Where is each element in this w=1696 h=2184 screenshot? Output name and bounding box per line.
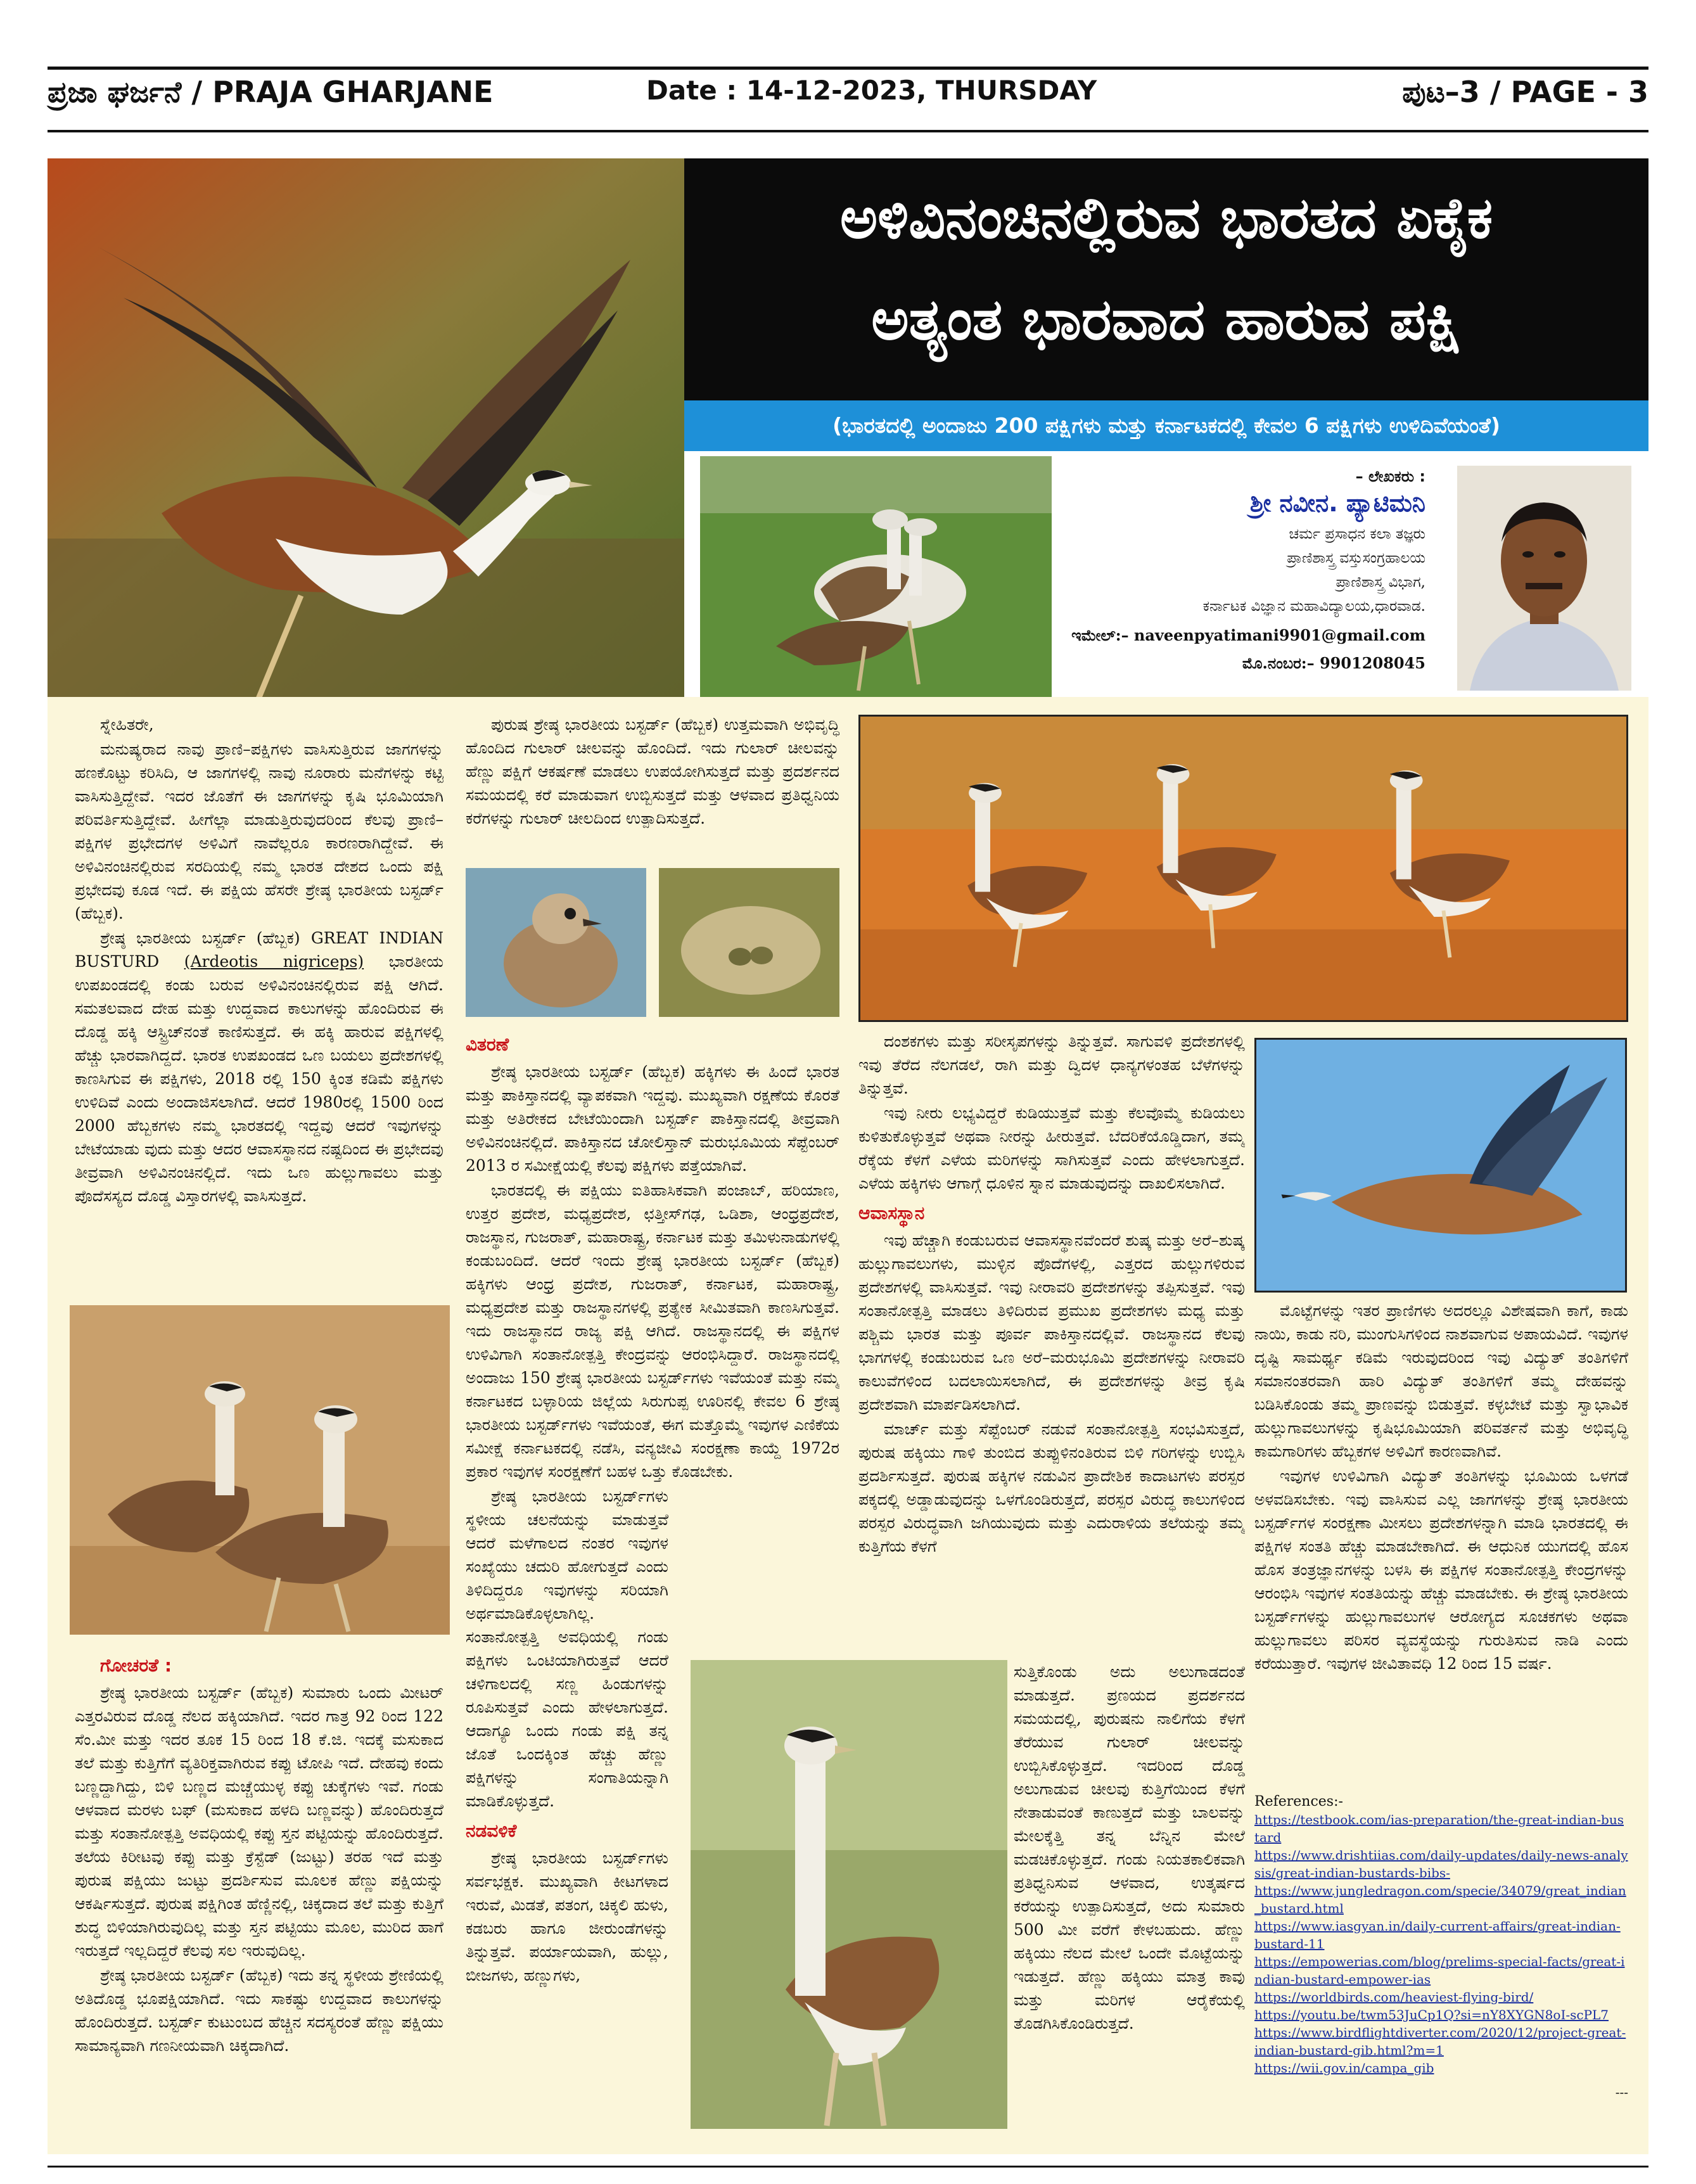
column-4 (1254, 1299, 1628, 1787)
col4-threats: ಮೊಟ್ಟೆಗಳನ್ನು ಇತರ ಪ್ರಾಣಿಗಳು ಅದರಲ್ಲೂ ವಿಶೇಷವಾಗಿ ಕಾಗೆ, ಕಾಡು ನಾಯಿ, ಕಾಡು ನರಿ, ಮುಂಗುಸಿಗಳಿಂದ ನಾಶವಾಗುವ ಅಪಾಯವಿದೆ. ಇವುಗಳ ದೃಷ್ಟಿ ಸಾಮರ್ಥ್ಯ ಕಡಿಮೆ ಇರುವುದರಿಂದ ಇವು ವಿದ್ಯುತ್ ತಂತಿಗಳಿಗೆ ಸಮಾನಂತರವಾಗಿ ಹಾರಿ ವಿದ್ಯುತ್ ತಂತಿಗಳಿಗೆ ತಮ್ಮ ದೇಹವನ್ನು ಬಡಿಸಿಕೊಂಡು ತಮ್ಮ ಪ್ರಾಣವನ್ನು ಬಿಡುತ್ತವೆ. ಕಳ್ಳಬೇಟೆ ಮತ್ತು ಸ್ವಾಭಾವಿಕ ಹುಲ್ಲುಗಾವಲುಗಳನ್ನು ಕೃಷಿಭೂಮಿಯಾಗಿ ಪರಿವರ್ತನೆ ಮತ್ತು ಅಭಿವೃದ್ಧಿ ಕಾಮಗಾರಿಗಳು ಹೆಬ್ಬಕಗಳ ಅಳಿವಿಗೆ ಕಾರಣವಾಗಿವೆ. (1254, 1301, 1628, 1460)
col3-courtship: ಸುತ್ತಿಕೊಂಡು ಅದು ಅಲುಗಾಡದಂತೆ ಮಾಡುತ್ತದೆ. ಪ್ರಣಯದ ಪ್ರದರ್ಶನದ ಸಮಯದಲ್ಲಿ, ಪುರುಷನು ನಾಲಿಗೆಯ ಕೆಳಗೆ ತೆರೆಯುವ ಗುಲಾರ್ ಚೀಲವನ್ನು ಉಬ್ಬಿಸಿಕೊಳ್ಳುತ್ತದೆ. ಇದರಿಂದ ದೊಡ್ಡ ಅಲುಗಾಡುವ ಚೀಲವು ಕುತ್ತಿಗೆಯಿಂದ ಕೆಳಗೆ ನೇತಾಡುವಂತೆ ಕಾಣುತ್ತದೆ ಮತ್ತು ಬಾಲವನ್ನು ಮೇಲಕ್ಕೆತ್ತಿ ತನ್ನ ಬೆನ್ನಿನ ಮೇಲೆ ಮಡಚಿಕೊಳ್ಳುತ್ತದೆ. ಗಂಡು ನಿಯತಕಾಲಿಕವಾಗಿ ಪ್ರತಿಧ್ವನಿಸುವ ಆಳವಾದ, ಉತ್ಕರ್ಷದ ಕರೆಯನ್ನು ಉತ್ಪಾದಿಸುತ್ತದೆ, ಅದು ಸುಮಾರು 500 ಮೀ ವರೆಗೆ ಕೇಳಬಹುದು. ಹೆಣ್ಣು ಹಕ್ಕಿಯು ನೆಲದ ಮೇಲೆ ಒಂದೇ ಮೊಟ್ಟೆಯನ್ನು ಇಡುತ್ತದೆ. ಹೆಣ್ಣು ಹಕ್ಕಿಯು ಮಾತ್ರ ಕಾವು ಮತ್ತು ಮರಿಗಳ ಆರೈಕೆಯಲ್ಲಿ ತೊಡಗಿಸಿಕೊಂಡಿರುತ್ತದೆ. (1014, 1663, 1245, 2033)
headline-line2: ಅತ್ಯಂತ ಭಾರವಾದ ಹಾರುವ ಪಕ್ಷಿ (871, 286, 1462, 353)
flying-bustard-sky-photo (1254, 1038, 1627, 1293)
masthead-english: PRAJA GHARJANE (212, 75, 494, 109)
col1-name-para (75, 926, 443, 1208)
bustards-walking-photo (70, 1305, 450, 1635)
ref-link[interactable]: https://worldbirds.com/heaviest-flying-bird/ (1254, 1989, 1534, 2005)
column-3-bottom (1014, 1660, 1245, 2129)
col3-breeding: ಮಾರ್ಚ್ ಮತ್ತು ಸೆಪ್ಟೆಂಬರ್ ನಡುವೆ ಸಂತಾನೋತ್ಪತ್ತಿ ಸಂಭವಿಸುತ್ತದೆ, ಪುರುಷ ಹಕ್ಕಿಯು ಗಾಳಿ ತುಂಬಿದ ತುಪ್ಪುಳಿನಂತಿರುವ ಬಿಳಿ ಗರಿಗಳನ್ನು ಉಬ್ಬಿಸಿ ಪ್ರದರ್ಶಿಸುತ್ತದೆ. ಪುರುಷ ಹಕ್ಕಿಗಳ ನಡುವಿನ ಪ್ರಾದೇಶಿಕ ಕಾದಾಟಗಳು ಪರಸ್ಪರ ಪಕ್ಕದಲ್ಲಿ ಅಡ್ಡಾಡುವುದನ್ನು ಒಳಗೊಂಡಿರುತ್ತದೆ, ಪರಸ್ಪರ ವಿರುದ್ಧ ಕಾಲುಗಳಿಂದ ಪರಸ್ಪರ ವಿರುದ್ಧವಾಗಿ ಜಗಿಯುವುದು ಮತ್ತು ಎದುರಾಳಿಯ ತಲೆಯನ್ನು ತಮ್ಮ ಕುತ್ತಿಗೆಯ ಕೆಳಗೆ (858, 1420, 1245, 1555)
references (1254, 1793, 1628, 2148)
col2-movement: ಶ್ರೇಷ್ಠ ಭಾರತೀಯ ಬಸ್ಟರ್ಡ್‌ಗಳು ಸ್ಥಳೀಯ ಚಲನೆಯನ್ನು ಮಾಡುತ್ತವೆ ಆದರೆ ಮಳೆಗಾಲದ ನಂತರ ಇವುಗಳ ಸಂಖ್ಯೆಯು ಚದುರಿ ಹೋಗುತ್ತದೆ ಎಂದು ತಿಳಿದಿದ್ದರೂ ಇವುಗಳನ್ನು ಸರಿಯಾಗಿ ಅರ್ಥಮಾಡಿಕೊಳ್ಳಲಾಗಿಲ್ಲ. ಸಂತಾನೋತ್ಪತ್ತಿ ಅವಧಿಯಲ್ಲಿ ಗಂಡು ಪಕ್ಷಿಗಳು ಒಂಟಿಯಾಗಿರುತ್ತವೆ ಆದರೆ ಚಳಿಗಾಲದಲ್ಲಿ ಸಣ್ಣ ಹಿಂಡುಗಳನ್ನು ರೂಪಿಸುತ್ತವೆ ಎಂದು ಹೇಳಲಾಗುತ್ತದೆ. ಆದಾಗ್ಯೂ ಒಂದು ಗಂಡು ಪಕ್ಷಿ ತನ್ನ ಜೊತೆ ಒಂದಕ್ಕಿಂತ ಹೆಚ್ಚು ಹೆಣ್ಣು ಪಕ್ಷಿಗಳನ್ನು ಸಂಗಾತಿಯನ್ನಾಗಿ ಮಾಡಿಕೊಳ್ಳುತ್ತದೆ. (466, 1487, 668, 1810)
ref-link[interactable]: https://testbook.com/ias-preparation/the-great-indian-bustard (1254, 1812, 1624, 1845)
standing-bustard-photo (691, 1660, 1007, 2129)
column-3 (858, 1030, 1245, 1657)
ref-link[interactable]: https://www.jungledragon.com/specie/34079/great_indian_bustard.html (1254, 1883, 1626, 1916)
author-label: – ಲೇಖಕರು : (1355, 468, 1425, 485)
col1-appearance: ಶ್ರೇಷ್ಠ ಭಾರತೀಯ ಬಸ್ಟರ್ಡ್ (ಹೆಬ್ಬಕ) ಸುಮಾರು ಒಂದು ಮೀಟರ್ ಎತ್ತರವಿರುವ ದೊಡ್ಡ ನೆಲದ ಹಕ್ಕಿಯಾಗಿದೆ. ಇದರ ಗಾತ್ರ 92 ರಿಂದ 122 ಸೆಂ.ಮೀ ಮತ್ತು ಇದರ ತೂಕ 15 ರಿಂದ 18 ಕೆ.ಜಿ. ಇದಕ್ಕೆ ಮಸುಕಾದ ತಲೆ ಮತ್ತು ಕುತ್ತಿಗೆಗೆ ವ್ಯತಿರಿಕ್ತವಾಗಿರುವ ಕಪ್ಪು ಟೋಪಿ ಇದೆ. ದೇಹವು ಕಂದು ಬಣ್ಣದ್ದಾಗಿದ್ದು, ಬಿಳಿ ಬಣ್ಣದ ಮಚ್ಚೆಯುಳ್ಳ ಕಪ್ಪು ಚುಕ್ಕೆಗಳು ಇವೆ. ಗಂಡು ಆಳವಾದ ಮರಳು ಬಫ್ (ಮಸುಕಾದ ಹಳದಿ ಬಣ್ಣವನ್ನು) ಹೊಂದಿರುತ್ತದೆ ಮತ್ತು ಸಂತಾನೋತ್ಪತ್ತಿ ಅವಧಿಯಲ್ಲಿ ಕಪ್ಪು ಸ್ತನ ಪಟ್ಟಿಯನ್ನು ಹೊಂದಿರುತ್ತದೆ. ತಲೆಯ ಕಿರೀಟವು ಕಪ್ಪು ಮತ್ತು ಕ್ರೆಸ್ಟೆಡ್ (ಜುಟ್ಟು) ತರಹ ಇದೆ ಮತ್ತು ಪುರುಷ ಪಕ್ಷಿಯು ಜುಟ್ಟು ಪ್ರದರ್ಶಿಸುವ ಮೂಲಕ ಹೆಣ್ಣು ಪಕ್ಷಿಯನ್ನು ಆಕರ್ಷಿಸುತ್ತದೆ. ಪುರುಷ ಪಕ್ಷಿಗಿಂತ ಹೆಣ್ಣಿನಲ್ಲಿ, ಚಿಕ್ಕದಾದ ತಲೆ ಮತ್ತು ಕುತ್ತಿಗೆ ಶುದ್ಧ ಬಿಳಿಯಾಗಿರುವುದಿಲ್ಲ ಮತ್ತು ಸ್ತನ ಪಟ್ಟಿಯು ಮೂಲ, ಮುರಿದ ಹಾಗೆ ಇರುತ್ತದೆ ಇಲ್ಲದಿದ್ದರೆ ಕೆಲವು ಸಲ ಇರುವುದಿಲ್ಲ. (75, 1683, 443, 1960)
headline-line1: ಅಳಿವಿನಂಚಿನಲ್ಲಿರುವ ಭಾರತದ ಏಕೈಕ (839, 185, 1493, 252)
masthead-kannada: ಪ್ರಜಾ ಘರ್ಜನೆ / (48, 75, 203, 109)
subheadline-text: (ಭಾರತದಲ್ಲಿ ಅಂದಾಜು 200 ಪಕ್ಷಿಗಳು ಮತ್ತು ಕರ್ನಾಟಕದಲ್ಲಿ ಕೇವಲ 6 ಪಕ್ಷಿಗಳು ಉಳಿದಿವೆಯಂತೆ) (832, 413, 1500, 438)
col2-gular: ಪುರುಷ ಶ್ರೇಷ್ಠ ಭಾರತೀಯ ಬಸ್ಟರ್ಡ್ (ಹೆಬ್ಬಕ) ಉತ್ತಮವಾಗಿ ಅಭಿವೃದ್ಧಿ ಹೊಂದಿದ ಗುಲಾರ್ ಚೀಲವನ್ನು ಹೊಂದಿದೆ. ಇದು ಗುಲಾರ್ ಚೀಲವನ್ನು ಹೆಣ್ಣು ಪಕ್ಷಿಗೆ ಆಕರ್ಷಣೆ ಮಾಡಲು ಉಪಯೋಗಿಸುತ್ತದೆ ಮತ್ತು ಪ್ರದರ್ಶನದ ಸಮಯದಲ್ಲಿ ಕರೆ ಮಾಡುವಾಗ ಉಬ್ಬಿಸುತ್ತದೆ ಮತ್ತು ಆಳವಾದ ಪ್ರತಿಧ್ವನಿಯ ಕರೆಗಳನ್ನು ಗುಲಾರ್ ಚೀಲದಿಂದ ಉತ್ಪಾದಿಸುತ್ತದೆ. (466, 715, 839, 827)
article-end-mark: --- (1615, 2085, 1628, 2100)
masthead-date: Date : 14-12-2023, THURSDAY (646, 75, 1097, 106)
chick-photo (466, 868, 646, 1017)
col1-intro: ಮನುಷ್ಯರಾದ ನಾವು ಪ್ರಾಣಿ–ಪಕ್ಷಿಗಳು ವಾಸಿಸುತ್ತಿರುವ ಜಾಗಗಳನ್ನು ಹಣಕೊಟ್ಟು ಕರಿಸಿದಿ, ಆ ಜಾಗಗಳಲ್ಲಿ ನಾವು ನೂರಾರು ಮನೆಗಳನ್ನು ಕಟ್ಟಿ ವಾಸಿಸುತ್ತಿದ್ದೇವೆ. ಇದರ ಜೊತೆಗೆ ಈ ಜಾಗಗಳನ್ನು ಕೃಷಿ ಭೂಮಿಯಾಗಿ ಪರಿವರ್ತಿಸುತ್ತಿದ್ದೇವೆ. ಹೀಗೆಲ್ಲಾ ಮಾಡುತ್ತಿರುವುದರಿಂದ ಕೆಲವು ಪ್ರಾಣಿ–ಪಕ್ಷಿಗಳ ಪ್ರಭೇದಗಳ ಅಳಿವಿಗೆ ನಾವೆಲ್ಲರೂ ಕಾರಣರಾಗಿದ್ದೇವೆ. ಈ ಅಳಿವಿನಂಚಿನಲ್ಲಿರುವ ಸರದಿಯಲ್ಲಿ ನಮ್ಮ ಭಾರತ ದೇಶದ ಒಂದು ಪಕ್ಷಿ ಪ್ರಭೇದವು ಕೂಡ ಇದೆ. ಈ ಪಕ್ಷಿಯ ಹೆಸರೇ ಶ್ರೇಷ್ಠ ಭಾರತೀಯ ಬಸ್ಟರ್ಡ್ (ಹೆಬ್ಬಕ). (75, 740, 443, 923)
col3-water: ಇವು ನೀರು ಲಭ್ಯವಿದ್ದರೆ ಕುಡಿಯುತ್ತವೆ ಮತ್ತು ಕೆಲವೊಮ್ಮೆ ಕುಡಿಯಲು ಕುಳಿತುಕೊಳ್ಳುತ್ತವೆ ಅಥವಾ ನೀರನ್ನು ಹೀರುತ್ತವೆ. ಬೆದರಿಕೆಯೊಡ್ಡಿದಾಗ, ತಮ್ಮ ರೆಕ್ಕೆಯ ಕೆಳಗೆ ಎಳೆಯ ಮರಿಗಳನ್ನು ಸಾಗಿಸುತ್ತವೆ ಎಂದು ಹೇಳಲಾಗುತ್ತದೆ. ಎಳೆಯ ಹಕ್ಕಿಗಳು ಆಗಾಗ್ಗೆ ಧೂಳಿನ ಸ್ನಾನ ಮಾಡುವುದನ್ನು ದಾಖಲಿಸಲಾಗಿದೆ. (858, 1104, 1245, 1192)
masthead-right (1402, 75, 1648, 110)
egg-nest-photo (659, 868, 839, 1017)
hero-flying-bustard-photo (48, 158, 684, 697)
col3-diet-cont: ದಂಶಕಗಳು ಮತ್ತು ಸರೀಸೃಪಗಳನ್ನು ತಿನ್ನುತ್ತವೆ. ಸಾಗುವಳಿ ಪ್ರದೇಶಗಳಲ್ಲಿ ಇವು ತೆರೆದ ನೆಲಗಡಲೆ, ರಾಗಿ ಮತ್ತು ದ್ವಿದಳ ಧಾನ್ಯಗಳಂತಹ ಬೆಳೆಗಳನ್ನು ತಿನ್ನುತ್ತವೆ. (858, 1032, 1245, 1097)
page-kannada: ಪುಟ–3 / (1402, 75, 1501, 109)
col1-name-lead: ಶ್ರೇಷ್ಠ ಭಾರತೀಯ ಬಸ್ಟರ್ಡ್ (ಹೆಬ್ಬಕ) GREAT INDIAN BUSTURD (75, 929, 443, 971)
column-1-bottom (75, 1647, 443, 2135)
subheadline-bar (684, 400, 1648, 451)
ref-link[interactable]: https://wii.gov.in/campa_gib (1254, 2060, 1434, 2076)
col1-largest: ಶ್ರೇಷ್ಠ ಭಾರತೀಯ ಬಸ್ಟರ್ಡ್ (ಹೆಬ್ಬಕ) ಇದು ತನ್ನ ಸ್ಥಳೀಯ ಶ್ರೇಣಿಯಲ್ಲಿ ಅತಿದೊಡ್ಡ ಭೂಪಕ್ಷಿಯಾಗಿದೆ. ಇದು ಸಾಕಷ್ಟು ಉದ್ದವಾದ ಕಾಲುಗಳನ್ನು ಹೊಂದಿರುತ್ತದೆ. ಬಸ್ಟರ್ಡ್ ಕುಟುಂಬದ ಹೆಚ್ಚಿನ ಸದಸ್ಯರಂತೆ ಹೆಣ್ಣು ಪಕ್ಷಿಯು ಸಾಮಾನ್ಯವಾಗಿ ಗಣನೀಯವಾಗಿ ಚಿಕ್ಕದಾಗಿದೆ. (75, 1966, 443, 2055)
author-line1: ಚರ್ಮ ಪ್ರಸಾಧನ ಕಲಾ ತಜ್ಞರು (1289, 526, 1425, 542)
ref-link[interactable]: https://youtu.be/twm53JuCp1Q?si=nY8XYGN8oI-scPL7 (1254, 2007, 1609, 2022)
col4-conservation: ಇವುಗಳ ಉಳಿವಿಗಾಗಿ ವಿದ್ಯುತ್ ತಂತಿಗಳನ್ನು ಭೂಮಿಯ ಒಳಗಡೆ ಅಳವಡಿಸಬೇಕು. ಇವು ವಾಸಿಸುವ ಎಲ್ಲ ಜಾಗಗಳನ್ನು ಶ್ರೇಷ್ಠ ಭಾರತೀಯ ಬಸ್ಟರ್ಡ್‌ಗಳ ಸಂರಕ್ಷಣಾ ಮೀಸಲು ಪ್ರದೇಶಗಳನ್ನಾಗಿ ಮಾಡಿ ಭಾರತದಲ್ಲಿ ಈ ಪಕ್ಷಿಗಳ ಸಂತತಿ ಹೆಚ್ಚು ಮಾಡಬೇಕಾಗಿದೆ. ಈ ಆಧುನಿಕ ಯುಗದಲ್ಲಿ ಹೊಸ ಹೊಸ ತಂತ್ರಜ್ಞಾನಗಳನ್ನು ಬಳಸಿ ಈ ಪಕ್ಷಿಗಳ ಸಂತಾನೋತ್ಪತ್ತಿ ಕೇಂದ್ರಗಳನ್ನು ಆರಂಭಿಸಿ ಇವುಗಳ ಸಂತತಿಯನ್ನು ಹೆಚ್ಚು ಮಾಡಬೇಕು. ಈ ಶ್ರೇಷ್ಠ ಭಾರತೀಯ ಬಸ್ಟರ್ಡ್‌ಗಳನ್ನು ಹುಲ್ಲುಗಾವಲುಗಳ ಆರೋಗ್ಯದ ಸೂಚಕಗಳು ಅಥವಾ ಹುಲ್ಲುಗಾವಲು ಪರಿಸರ ವ್ಯವಸ್ಥೆಯನ್ನು ಗುರುತಿಸುವ ನಾಡಿ ಎಂದು ಕರೆಯುತ್ತಾರೆ. ಇವುಗಳ ಜೀವಿತಾವಧಿ 12 ರಿಂದ 15 ವರ್ಷ. (1254, 1467, 1628, 1673)
bottom-rule (48, 2166, 1648, 2168)
col1-greeting: ಸ್ನೇಹಿತರೇ, (100, 715, 154, 734)
column-2-top (466, 713, 839, 859)
heading-appearance: ಗೋಚರತೆ : (100, 1655, 172, 1676)
author-line4: ಕರ್ನಾಟಕ ವಿಜ್ಞಾನ ಮಹಾವಿದ್ಯಾಲಯ,ಧಾರವಾಡ. (1202, 598, 1425, 615)
scientific-name: (Ardeotis nigriceps) (184, 952, 364, 971)
col1-name-rest: ಭಾರತೀಯ ಉಪಖಂಡದಲ್ಲಿ ಕಂಡು ಬರುವ ಅಳಿವಿನಂಚಿನಲ್ಲಿರುವ ಪಕ್ಷಿ ಆಗಿದೆ. ಸಮತಲವಾದ ದೇಹ ಮತ್ತು ಉದ್ದವಾದ ಕಾಲುಗಳನ್ನು ಹೊಂದಿರುವ ಈ ದೊಡ್ಡ ಹಕ್ಕಿ ಆಸ್ಟ್ರಿಚ್‌ನಂತೆ ಕಾಣಿಸುತ್ತದೆ. ಈ ಹಕ್ಕಿ ಹಾರುವ ಪಕ್ಷಿಗಳಲ್ಲಿ ಹೆಚ್ಚು ಭಾರವಾಗಿದ್ದದೆ. ಭಾರತ ಉಪಖಂಡದ ಒಣ ಬಯಲು ಪ್ರದೇಶಗಳಲ್ಲಿ ಕಾಣಸಿಗುವ ಈ ಪಕ್ಷಿಗಳು, 2018 ರಲ್ಲಿ 150 ಕ್ಕಿಂತ ಕಡಿಮೆ ಪಕ್ಷಿಗಳು ಉಳಿದಿವೆ ಎಂದು ಅಂದಾಜಿಸಲಾಗಿದೆ. ಆದರೆ 1980ರಲ್ಲಿ 1500 ರಿಂದ 2000 ಹೆಬ್ಬಕಗಳು ನಮ್ಮ ಭಾರತದಲ್ಲಿ ಇದ್ದವು ಆದರೆ ಇವುಗಳನ್ನು ಬೇಟೆಯಾಡು ವುದು ಮತ್ತು ಆದರ ಆವಾಸಸ್ಥಾನದ ನಷ್ಟದಿಂದ ಈ ಪ್ರಭೇದವು ತೀವ್ರವಾಗಿ ಅಳಿವಿನಂಚಿನಲ್ಲಿದೆ. ಇದು ಒಣ ಹುಲ್ಲುಗಾವಲು ಮತ್ತು ಪೊದೆಸಸ್ಯದ ದೊಡ್ಡ ವಿಸ್ತಾರಗಳಲ್ಲಿ ವಾಸಿಸುತ್ತದೆ. (75, 952, 443, 1205)
col2-diet: ಶ್ರೇಷ್ಠ ಭಾರತೀಯ ಬಸ್ಟರ್ಡ್‌ಗಳು ಸರ್ವಭಕ್ಷಕ. ಮುಖ್ಯವಾಗಿ ಕೀಟಗಳಾದ ಇರುವೆ, ಮಿಡತೆ, ಪತಂಗ, ಚಿಕ್ಕಲಿ ಹುಳು, ಕಡಬರು ಹಾಗೂ ಜೀರುಂಡೆಗಳನ್ನು ತಿನ್ನುತ್ತವೆ. ಪರ್ಯಾಯವಾಗಿ, ಹುಲ್ಲು, ಬೀಜಗಳು, ಹಣ್ಣುಗಳು, (466, 1849, 668, 1984)
top-rule (48, 67, 1648, 70)
page-english: PAGE - 3 (1510, 75, 1648, 109)
ref-link[interactable]: https://www.birdflightdiverter.com/2020/12/project-great-indian-bustard-gib.html?m=1 (1254, 2025, 1626, 2058)
author-portrait (1457, 466, 1631, 691)
ref-link[interactable]: https://www.iasgyan.in/daily-current-affairs/great-indian-bustard-11 (1254, 1919, 1621, 1951)
author-box (1064, 456, 1635, 697)
ref-link[interactable]: https://www.drishtiias.com/daily-updates/daily-news-analysis/great-indian-bustards-bibs- (1254, 1848, 1628, 1881)
three-bustards-photo (858, 715, 1628, 1022)
col3-habitat: ಇವು ಹೆಚ್ಚಾಗಿ ಕಂಡುಬರುವ ಆವಾಸಸ್ಥಾನವೆಂದರೆ ಶುಷ್ಕ ಮತ್ತು ಅರೆ–ಶುಷ್ಕ ಹುಲ್ಲುಗಾವಲುಗಳು, ಮುಳ್ಳಿನ ಪೊದೆಗಳಲ್ಲಿ, ಎತ್ತರದ ಹುಲ್ಲುಗಳಿರುವ ಪ್ರದೇಶಗಳಲ್ಲಿ ವಾಸಿಸುತ್ತವೆ. ಇವು ನೀರಾವರಿ ಪ್ರದೇಶಗಳನ್ನು ತಪ್ಪಿಸುತ್ತವೆ. ಇವು ಸಂತಾನೋತ್ಪತ್ತಿ ಮಾಡಲು ತಿಳಿದಿರುವ ಪ್ರಮುಖ ಪ್ರದೇಶಗಳು ಮಧ್ಯ ಮತ್ತು ಪಶ್ಚಿಮ ಭಾರತ ಮತ್ತು ಪೂರ್ವ ಪಾಕಿಸ್ತಾನದಲ್ಲಿವೆ. ರಾಜಸ್ಥಾನದ ಕೆಲವು ಭಾಗಗಳಲ್ಲಿ ಕಂಡುಬರುವ ಒಣ ಅರೆ–ಮರುಭೂಮಿ ಪ್ರದೇಶಗಳನ್ನು ನೀರಾವರಿ ಕಾಲುವೆಗಳಿಂದ ಬದಲಾಯಿಸಲಾಗಿದೆ, ಈ ಪ್ರದೇಶಗಳನ್ನು ತೀವ್ರ ಕೃಷಿ ಪ್ರದೇಶವಾಗಿ ಮಾರ್ಪಡಿಸಲಾಗಿದೆ. (858, 1231, 1245, 1414)
references-label: References:- (1254, 1794, 1343, 1810)
heading-behaviour: ನಡವಳಿಕೆ (466, 1820, 517, 1841)
headline-block (684, 158, 1648, 400)
column-1-top (75, 713, 443, 1296)
header-rule (48, 130, 1648, 132)
col2-india: ಭಾರತದಲ್ಲಿ ಈ ಪಕ್ಷಿಯು ಐತಿಹಾಸಿಕವಾಗಿ ಪಂಜಾಬ್, ಹರಿಯಾಣ, ಉತ್ತರ ಪ್ರದೇಶ, ಮಧ್ಯಪ್ರದೇಶ, ಛತ್ತೀಸ್‌ಗಢ, ಒಡಿಶಾ, ಆಂಧ್ರಪ್ರದೇಶ, ರಾಜಸ್ಥಾನ, ಗುಜರಾತ್, ಮಹಾರಾಷ್ಟ್ರ, ಕರ್ನಾಟಕ ಮತ್ತು ತಮಿಳುನಾಡುಗಳಲ್ಲಿ ಕಂಡುಬಂದಿದೆ. ಆದರೆ ಇಂದು ಶ್ರೇಷ್ಠ ಭಾರತೀಯ ಬಸ್ಟರ್ಡ್ (ಹೆಬ್ಬಕ) ಹಕ್ಕಿಗಳು ಆಂಧ್ರ ಪ್ರದೇಶ, ಗುಜರಾತ್, ಕರ್ನಾಟಕ, ಮಹಾರಾಷ್ಟ್ರ, ಮಧ್ಯಪ್ರದೇಶ ಮತ್ತು ರಾಜಸ್ಥಾನಗಳಲ್ಲಿ ಪ್ರತ್ಯೇಕ ಸೀಮಿತವಾಗಿ ಕಾಣಸಿಗುತ್ತವೆ. ಇದು ರಾಜಸ್ಥಾನದ ರಾಜ್ಯ ಪಕ್ಷಿ ಆಗಿದೆ. ರಾಜಸ್ಥಾನದಲ್ಲಿ ಈ ಪಕ್ಷಿಗಳ ಉಳಿವಿಗಾಗಿ ಸಂತಾನೋತ್ಪತ್ತಿ ಕೇಂದ್ರವನ್ನು ಆರಂಭಿಸಿದ್ದಾರೆ. ರಾಜಸ್ಥಾನದಲ್ಲಿ ಅಂದಾಜು 150 ಶ್ರೇಷ್ಠ ಭಾರತೀಯ ಬಸ್ಟರ್ಡ್‌ಗಳು ಇವೆಯಂತೆ ಮತ್ತು ನಮ್ಮ ಕರ್ನಾಟಕದ ಬಳ್ಳಾರಿಯ ಜಿಲ್ಲೆಯ ಸಿರುಗುಪ್ಪ ಊರಿನಲ್ಲಿ ಕೇವಲ 6 ಶ್ರೇಷ್ಠ ಭಾರತೀಯ ಬಸ್ಟರ್ಡ್‌ಗಳು ಇವೆಯಂತೆ, ಈಗ ಮತ್ತೊಮ್ಮೆ ಇವುಗಳ ಎಣಿಕೆಯ ಸಮೀಕ್ಷೆ ಕರ್ನಾಟಕದಲ್ಲಿ ನಡೆಸಿ, ವನ್ಯಜೀವಿ ಸಂರಕ್ಷಣಾ ಕಾಯ್ದೆ 1972ರ ಪ್ರಕಾರ ಇವುಗಳ ಸಂರಕ್ಷಣೆಗೆ ಬಹಳ ಒತ್ತು ಕೊಡಬೇಕು. (466, 1181, 839, 1481)
bustard-pair-grass-photo (700, 456, 1052, 697)
author-name: ಶ್ರೀ ನವೀನ. ಪ್ಯಾಟಿಮನಿ (1249, 489, 1425, 517)
author-line2: ಪ್ರಾಣಿಶಾಸ್ತ್ರ ವಸ್ತುಸಂಗ್ರಹಾಲಯ (1287, 550, 1425, 566)
col2-distribution: ಶ್ರೇಷ್ಠ ಭಾರತೀಯ ಬಸ್ಟರ್ಡ್ (ಹೆಬ್ಬಕ) ಹಕ್ಕಿಗಳು ಈ ಹಿಂದೆ ಭಾರತ ಮತ್ತು ಪಾಕಿಸ್ತಾನದಲ್ಲಿ ವ್ಯಾಪಕವಾಗಿ ಇದ್ದವು. ಮುಖ್ಯವಾಗಿ ರಕ್ಷಣೆಯ ಕೊರತೆ ಮತ್ತು ಅತಿರೇಕದ ಬೇಟೆಯಿಂದಾಗಿ ಬಸ್ಟರ್ಡ್ ಪಾಕಿಸ್ತಾನದಲ್ಲಿ ತೀವ್ರವಾಗಿ ಅಳಿವಿನಂಚಿನಲ್ಲಿದೆ. ಪಾಕಿಸ್ತಾನದ ಚೋಲಿಸ್ತಾನ್ ಮರುಭೂಮಿಯ ಸೆಪ್ಟೆಂಬರ್ 2013 ರ ಸಮೀಕ್ಷೆಯಲ್ಲಿ ಕೆಲವು ಪಕ್ಷಿಗಳು ಪತ್ತೆಯಾಗಿವೆ. (466, 1063, 839, 1175)
masthead-left (48, 75, 494, 110)
author-line3: ಪ್ರಾಣಿಶಾಸ್ತ್ರ ವಿಭಾಗ, (1336, 574, 1425, 591)
author-phone: ಮೊ.ನಂಬರ:– 9901208045 (1242, 654, 1425, 672)
author-email: ಇಮೇಲ್:– naveenpyatimani9901@gmail.com (1071, 626, 1425, 644)
heading-distribution: ವಿತರಣೆ (466, 1034, 509, 1055)
ref-link[interactable]: https://empowerias.com/blog/prelims-special-facts/great-indian-bustard-empower-ias (1254, 1954, 1625, 1987)
heading-habitat: ಆವಾಸಸ್ಥಾನ (858, 1203, 925, 1223)
